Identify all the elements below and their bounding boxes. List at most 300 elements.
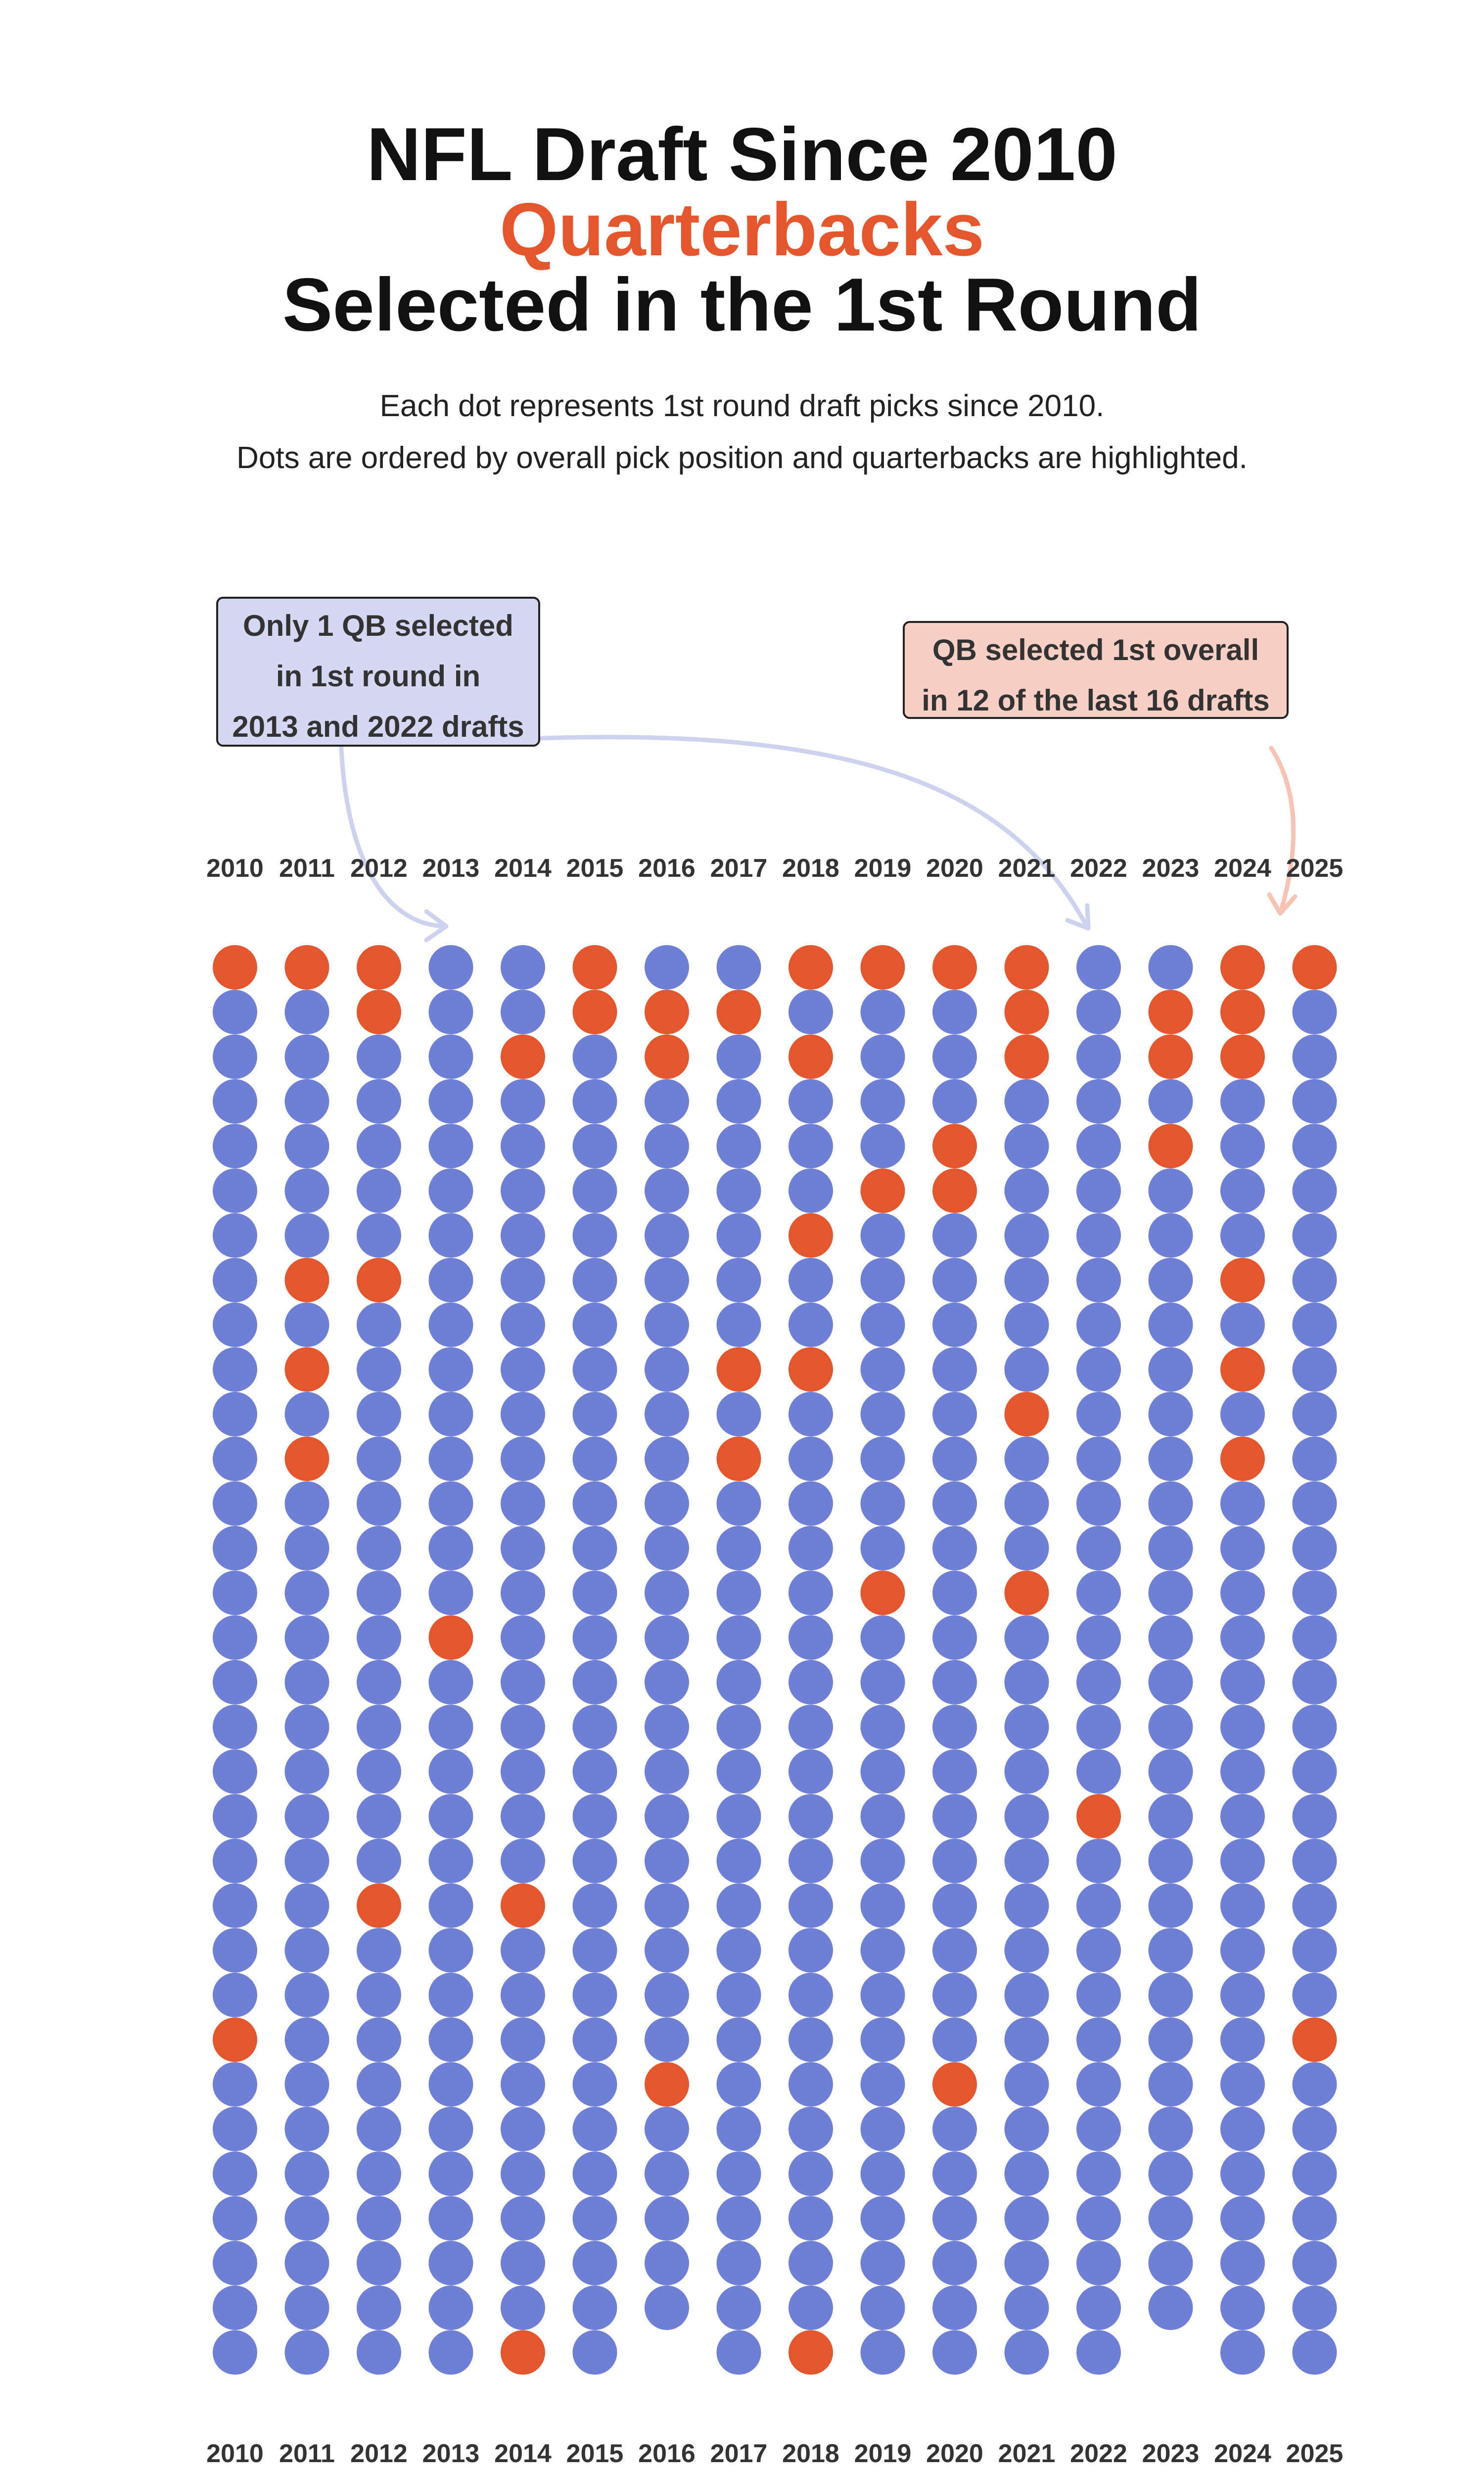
pick-dot-2017-22 <box>717 1883 761 1928</box>
pick-dot-2012-29 <box>357 2196 401 2240</box>
qb-dot-2012-1 <box>357 945 401 990</box>
pick-dot-2022-28 <box>1076 2151 1121 2196</box>
pick-dot-2017-20 <box>717 1794 761 1839</box>
pick-dot-2019-31 <box>861 2285 905 2330</box>
pick-dot-2023-14 <box>1149 1526 1193 1570</box>
pick-dot-2016-8 <box>645 1258 689 1302</box>
pick-dot-2015-15 <box>573 1570 617 1615</box>
year-label-top-2025: 2025 <box>1286 854 1344 883</box>
pick-dot-2014-25 <box>501 2017 545 2062</box>
pick-dot-2015-17 <box>573 1660 617 1705</box>
pick-dot-2010-10 <box>213 1347 257 1392</box>
pick-dot-2024-22 <box>1220 1883 1265 1928</box>
pick-dot-2023-22 <box>1149 1883 1193 1928</box>
pick-dot-2020-9 <box>932 1302 977 1347</box>
pick-dot-2014-12 <box>501 1436 545 1481</box>
pick-dot-2010-26 <box>213 2062 257 2107</box>
pick-dot-2020-30 <box>932 2241 977 2285</box>
pick-dot-2024-23 <box>1220 1928 1265 1973</box>
pick-dot-2018-29 <box>788 2196 833 2240</box>
qb-dot-2011-10 <box>285 1347 329 1392</box>
pick-dot-2025-23 <box>1293 1928 1337 1973</box>
pick-dot-2011-4 <box>285 1079 329 1124</box>
year-label-top-2022: 2022 <box>1070 854 1127 883</box>
pick-dot-2015-19 <box>573 1749 617 1794</box>
pick-dot-2011-15 <box>285 1570 329 1615</box>
pick-dot-2021-18 <box>1005 1705 1049 1749</box>
pick-dot-2013-18 <box>429 1705 473 1749</box>
pick-dot-2019-22 <box>861 1883 905 1928</box>
pick-dot-2020-32 <box>932 2330 977 2375</box>
pick-dot-2023-1 <box>1149 945 1193 990</box>
pick-dot-2014-4 <box>501 1079 545 1124</box>
pick-dot-2020-24 <box>932 1973 977 2017</box>
pick-dot-2010-15 <box>213 1570 257 1615</box>
pick-dot-2025-27 <box>1293 2107 1337 2151</box>
pick-dot-2024-24 <box>1220 1973 1265 2017</box>
pick-dot-2019-27 <box>861 2107 905 2151</box>
year-label-top-2013: 2013 <box>422 854 480 883</box>
pick-dot-2021-14 <box>1005 1526 1049 1570</box>
title-line-1: NFL Draft Since 2010 <box>367 112 1117 196</box>
pick-dot-2013-20 <box>429 1794 473 1839</box>
pick-dot-2022-27 <box>1076 2107 1121 2151</box>
year-label-top-2019: 2019 <box>854 854 912 883</box>
pick-dot-2024-15 <box>1220 1570 1265 1615</box>
pick-dot-2019-25 <box>861 2017 905 2062</box>
qb-dot-2025-1 <box>1293 945 1337 990</box>
pick-dot-2019-21 <box>861 1839 905 1883</box>
pick-dot-2017-28 <box>717 2151 761 2196</box>
pick-dot-2010-5 <box>213 1124 257 1168</box>
pick-dot-2022-11 <box>1076 1392 1121 1436</box>
pick-dot-2011-2 <box>285 990 329 1034</box>
pick-dot-2023-13 <box>1149 1481 1193 1526</box>
qb-dot-2021-1 <box>1005 945 1049 990</box>
pick-dot-2012-28 <box>357 2151 401 2196</box>
pick-dot-2024-18 <box>1220 1705 1265 1749</box>
title-line-2: Quarterbacks <box>499 188 985 272</box>
pick-dot-2013-26 <box>429 2062 473 2107</box>
pick-dot-2020-29 <box>932 2196 977 2240</box>
pick-dot-2022-26 <box>1076 2062 1121 2107</box>
pick-dot-2018-28 <box>788 2151 833 2196</box>
pick-dot-2013-13 <box>429 1481 473 1526</box>
pick-dot-2016-21 <box>645 1839 689 1883</box>
pick-dot-2024-6 <box>1220 1169 1265 1213</box>
pick-dot-2025-2 <box>1293 990 1337 1034</box>
pick-dot-2019-2 <box>861 990 905 1034</box>
pick-dot-2021-13 <box>1005 1481 1049 1526</box>
pick-dot-2022-14 <box>1076 1526 1121 1570</box>
pick-dot-2023-8 <box>1149 1258 1193 1302</box>
pick-dot-2020-28 <box>932 2151 977 2196</box>
qb-dot-2019-15 <box>861 1570 905 1615</box>
pick-dot-2020-15 <box>932 1570 977 1615</box>
pick-dot-2023-9 <box>1149 1302 1193 1347</box>
pick-dot-2014-16 <box>501 1616 545 1660</box>
left-annotation-line-2: in 1st round in <box>276 660 481 693</box>
pick-dot-2014-31 <box>501 2285 545 2330</box>
year-label-top-2012: 2012 <box>350 854 408 883</box>
year-label-top-2015: 2015 <box>566 854 624 883</box>
pick-dot-2013-5 <box>429 1124 473 1168</box>
pick-dot-2014-2 <box>501 990 545 1034</box>
pick-dot-2016-19 <box>645 1749 689 1794</box>
pick-dot-2023-28 <box>1149 2151 1193 2196</box>
pick-dot-2011-13 <box>285 1481 329 1526</box>
pick-dot-2025-3 <box>1293 1035 1337 1079</box>
pick-dot-2013-23 <box>429 1928 473 1973</box>
year-label-bottom-2018: 2018 <box>782 2439 839 2468</box>
qb-dot-2017-2 <box>717 990 761 1034</box>
pick-dot-2022-6 <box>1076 1169 1121 1213</box>
pick-dot-2014-14 <box>501 1526 545 1570</box>
pick-dot-2023-30 <box>1149 2241 1193 2285</box>
pick-dot-2019-8 <box>861 1258 905 1302</box>
pick-dot-2017-25 <box>717 2017 761 2062</box>
year-label-bottom-2017: 2017 <box>710 2439 768 2468</box>
pick-dot-2016-25 <box>645 2017 689 2062</box>
pick-dot-2021-5 <box>1005 1124 1049 1168</box>
qb-dot-2020-5 <box>932 1124 977 1168</box>
pick-dot-2023-31 <box>1149 2285 1193 2330</box>
pick-dot-2019-28 <box>861 2151 905 2196</box>
qb-dot-2023-3 <box>1149 1035 1193 1079</box>
pick-dot-2014-21 <box>501 1839 545 1883</box>
pick-dot-2012-30 <box>357 2241 401 2285</box>
pick-dot-2019-16 <box>861 1616 905 1660</box>
qb-dot-2018-3 <box>788 1035 833 1079</box>
pick-dot-2024-5 <box>1220 1124 1265 1168</box>
pick-dot-2022-10 <box>1076 1347 1121 1392</box>
pick-dot-2023-29 <box>1149 2196 1193 2240</box>
pick-dot-2019-3 <box>861 1035 905 1079</box>
pick-dot-2024-31 <box>1220 2285 1265 2330</box>
pick-dot-2023-11 <box>1149 1392 1193 1436</box>
pick-dot-2022-29 <box>1076 2196 1121 2240</box>
year-label-bottom-2016: 2016 <box>638 2439 696 2468</box>
pick-dot-2024-25 <box>1220 2017 1265 2062</box>
pick-dot-2011-25 <box>285 2017 329 2062</box>
qb-dot-2012-22 <box>357 1883 401 1928</box>
pick-dot-2015-25 <box>573 2017 617 2062</box>
qb-dot-2019-1 <box>861 945 905 990</box>
pick-dot-2012-20 <box>357 1794 401 1839</box>
pick-dot-2012-11 <box>357 1392 401 1436</box>
pick-dot-2022-15 <box>1076 1570 1121 1615</box>
pick-dot-2019-10 <box>861 1347 905 1392</box>
pick-dot-2021-23 <box>1005 1928 1049 1973</box>
left-annotation-line-1: Only 1 QB selected <box>243 609 513 642</box>
pick-dot-2024-14 <box>1220 1526 1265 1570</box>
pick-dot-2022-23 <box>1076 1928 1121 1973</box>
pick-dot-2017-26 <box>717 2062 761 2107</box>
pick-dot-2014-23 <box>501 1928 545 1973</box>
pick-dot-2013-9 <box>429 1302 473 1347</box>
pick-dot-2021-17 <box>1005 1660 1049 1705</box>
pick-dot-2024-4 <box>1220 1079 1265 1124</box>
pick-dot-2022-24 <box>1076 1973 1121 2017</box>
pick-dot-2020-10 <box>932 1347 977 1392</box>
pick-dot-2019-11 <box>861 1392 905 1436</box>
pick-dot-2017-4 <box>717 1079 761 1124</box>
pick-dot-2014-6 <box>501 1169 545 1213</box>
pick-dot-2018-30 <box>788 2241 833 2285</box>
year-label-top-2023: 2023 <box>1142 854 1200 883</box>
pick-dot-2015-22 <box>573 1883 617 1928</box>
pick-dot-2014-20 <box>501 1794 545 1839</box>
pick-dot-2015-32 <box>573 2330 617 2375</box>
pick-dot-2017-31 <box>717 2285 761 2330</box>
pick-dot-2012-17 <box>357 1660 401 1705</box>
pick-dot-2018-25 <box>788 2017 833 2062</box>
right-note-arrow <box>1271 748 1294 910</box>
pick-dot-2019-13 <box>861 1481 905 1526</box>
pick-dot-2017-32 <box>717 2330 761 2375</box>
pick-dot-2011-24 <box>285 1973 329 2017</box>
pick-dot-2021-10 <box>1005 1347 1049 1392</box>
pick-dot-2016-15 <box>645 1570 689 1615</box>
qb-dot-2015-2 <box>573 990 617 1034</box>
pick-dot-2012-32 <box>357 2330 401 2375</box>
qb-dot-2017-10 <box>717 1347 761 1392</box>
qb-dot-2018-7 <box>788 1213 833 1258</box>
year-label-bottom-2021: 2021 <box>998 2439 1056 2468</box>
pick-dot-2010-7 <box>213 1213 257 1258</box>
pick-dot-2012-15 <box>357 1570 401 1615</box>
qb-dot-2010-25 <box>213 2017 257 2062</box>
subtitle-line-1: Each dot represents 1st round draft picks since 2010. <box>379 389 1105 423</box>
pick-dot-2011-18 <box>285 1705 329 1749</box>
pick-dot-2022-4 <box>1076 1079 1121 1124</box>
pick-dot-2015-30 <box>573 2241 617 2285</box>
pick-dot-2021-25 <box>1005 2017 1049 2062</box>
pick-dot-2010-4 <box>213 1079 257 1124</box>
year-label-top-2016: 2016 <box>638 854 696 883</box>
pick-dot-2025-30 <box>1293 2241 1337 2285</box>
pick-dot-2017-17 <box>717 1660 761 1705</box>
pick-dot-2016-29 <box>645 2196 689 2240</box>
pick-dot-2014-11 <box>501 1392 545 1436</box>
pick-dot-2022-5 <box>1076 1124 1121 1168</box>
pick-dot-2021-31 <box>1005 2285 1049 2330</box>
pick-dot-2021-24 <box>1005 1973 1049 2017</box>
pick-dot-2015-11 <box>573 1392 617 1436</box>
pick-dot-2017-30 <box>717 2241 761 2285</box>
qb-dot-2023-2 <box>1149 990 1193 1034</box>
qb-dot-2024-3 <box>1220 1035 1265 1079</box>
pick-dot-2025-19 <box>1293 1749 1337 1794</box>
qb-dot-2017-12 <box>717 1436 761 1481</box>
pick-dot-2022-13 <box>1076 1481 1121 1526</box>
pick-dot-2023-17 <box>1149 1660 1193 1705</box>
pick-dot-2022-9 <box>1076 1302 1121 1347</box>
pick-dot-2019-7 <box>861 1213 905 1258</box>
pick-dot-2018-2 <box>788 990 833 1034</box>
pick-dot-2015-6 <box>573 1169 617 1213</box>
pick-dot-2019-19 <box>861 1749 905 1794</box>
pick-dot-2013-14 <box>429 1526 473 1570</box>
pick-dot-2015-24 <box>573 1973 617 2017</box>
pick-dot-2014-18 <box>501 1705 545 1749</box>
pick-dot-2012-25 <box>357 2017 401 2062</box>
pick-dot-2017-5 <box>717 1124 761 1168</box>
pick-dot-2021-19 <box>1005 1749 1049 1794</box>
qb-dot-2022-20 <box>1076 1794 1121 1839</box>
qb-dot-2021-3 <box>1005 1035 1049 1079</box>
pick-dot-2013-24 <box>429 1973 473 2017</box>
pick-dot-2012-31 <box>357 2285 401 2330</box>
qb-dot-2021-11 <box>1005 1392 1049 1436</box>
pick-dot-2019-23 <box>861 1928 905 1973</box>
pick-dot-2012-27 <box>357 2107 401 2151</box>
pick-dot-2016-17 <box>645 1660 689 1705</box>
pick-dot-2025-7 <box>1293 1213 1337 1258</box>
pick-dot-2010-17 <box>213 1660 257 1705</box>
qb-dot-2024-2 <box>1220 990 1265 1034</box>
pick-dot-2015-9 <box>573 1302 617 1347</box>
pick-dot-2013-30 <box>429 2241 473 2285</box>
pick-dot-2012-26 <box>357 2062 401 2107</box>
pick-dot-2016-9 <box>645 1302 689 1347</box>
pick-dot-2020-27 <box>932 2107 977 2151</box>
pick-dot-2011-27 <box>285 2107 329 2151</box>
pick-dot-2016-13 <box>645 1481 689 1526</box>
pick-dot-2010-24 <box>213 1973 257 2017</box>
pick-dot-2016-23 <box>645 1928 689 1973</box>
pick-dot-2015-29 <box>573 2196 617 2240</box>
year-label-bottom-2020: 2020 <box>926 2439 983 2468</box>
qb-dot-2019-6 <box>861 1169 905 1213</box>
pick-dot-2022-30 <box>1076 2241 1121 2285</box>
pick-dot-2012-24 <box>357 1973 401 2017</box>
pick-dot-2015-23 <box>573 1928 617 1973</box>
qb-dot-2016-3 <box>645 1035 689 1079</box>
pick-dot-2010-23 <box>213 1928 257 1973</box>
pick-dot-2013-11 <box>429 1392 473 1436</box>
pick-dot-2018-22 <box>788 1883 833 1928</box>
pick-dot-2017-29 <box>717 2196 761 2240</box>
pick-dot-2018-20 <box>788 1794 833 1839</box>
pick-dot-2010-8 <box>213 1258 257 1302</box>
year-labels-bottom <box>206 2439 1343 2468</box>
pick-dot-2018-8 <box>788 1258 833 1302</box>
pick-dot-2024-27 <box>1220 2107 1265 2151</box>
pick-dot-2012-5 <box>357 1124 401 1168</box>
pick-dot-2024-19 <box>1220 1749 1265 1794</box>
pick-dot-2024-16 <box>1220 1616 1265 1660</box>
middle-note-arrow <box>542 737 1087 926</box>
pick-dot-2013-3 <box>429 1035 473 1079</box>
pick-dot-2016-6 <box>645 1169 689 1213</box>
year-labels-top <box>206 854 1343 883</box>
year-label-bottom-2012: 2012 <box>350 2439 408 2468</box>
qb-dot-2013-16 <box>429 1616 473 1660</box>
pick-dot-2011-14 <box>285 1526 329 1570</box>
pick-dot-2011-19 <box>285 1749 329 1794</box>
qb-dot-2021-2 <box>1005 990 1049 1034</box>
pick-dot-2025-17 <box>1293 1660 1337 1705</box>
pick-dot-2019-30 <box>861 2241 905 2285</box>
title-line-3: Selected in the 1st Round <box>282 263 1202 347</box>
pick-dot-2017-19 <box>717 1749 761 1794</box>
pick-dot-2025-12 <box>1293 1436 1337 1481</box>
pick-dot-2023-7 <box>1149 1213 1193 1258</box>
dot-grid <box>213 945 1337 2375</box>
qb-dot-2015-1 <box>573 945 617 990</box>
pick-dot-2020-17 <box>932 1660 977 1705</box>
qb-dot-2021-15 <box>1005 1570 1049 1615</box>
pick-dot-2011-7 <box>285 1213 329 1258</box>
pick-dot-2014-15 <box>501 1570 545 1615</box>
pick-dot-2016-12 <box>645 1436 689 1481</box>
pick-dot-2018-4 <box>788 1079 833 1124</box>
pick-dot-2022-1 <box>1076 945 1121 990</box>
pick-dot-2010-22 <box>213 1883 257 1928</box>
pick-dot-2017-9 <box>717 1302 761 1347</box>
right-annotation-line-1: QB selected 1st overall <box>932 633 1259 666</box>
pick-dot-2011-32 <box>285 2330 329 2375</box>
pick-dot-2011-11 <box>285 1392 329 1436</box>
pick-dot-2020-12 <box>932 1436 977 1481</box>
pick-dot-2025-16 <box>1293 1616 1337 1660</box>
pick-dot-2019-12 <box>861 1436 905 1481</box>
pick-dot-2016-7 <box>645 1213 689 1258</box>
pick-dot-2012-23 <box>357 1928 401 1973</box>
pick-dot-2016-22 <box>645 1883 689 1928</box>
year-label-top-2020: 2020 <box>926 854 983 883</box>
pick-dot-2017-3 <box>717 1035 761 1079</box>
pick-dot-2015-4 <box>573 1079 617 1124</box>
pick-dot-2011-16 <box>285 1616 329 1660</box>
pick-dot-2011-20 <box>285 1794 329 1839</box>
pick-dot-2023-21 <box>1149 1839 1193 1883</box>
pick-dot-2012-14 <box>357 1526 401 1570</box>
pick-dot-2018-19 <box>788 1749 833 1794</box>
pick-dot-2021-6 <box>1005 1169 1049 1213</box>
pick-dot-2025-8 <box>1293 1258 1337 1302</box>
pick-dot-2025-32 <box>1293 2330 1337 2375</box>
pick-dot-2020-13 <box>932 1481 977 1526</box>
year-label-bottom-2022: 2022 <box>1070 2439 1127 2468</box>
pick-dot-2025-9 <box>1293 1302 1337 1347</box>
qb-dot-2018-32 <box>788 2330 833 2375</box>
year-label-top-2010: 2010 <box>206 854 264 883</box>
pick-dot-2010-6 <box>213 1169 257 1213</box>
pick-dot-2014-24 <box>501 1973 545 2017</box>
pick-dot-2025-11 <box>1293 1392 1337 1436</box>
pick-dot-2017-18 <box>717 1705 761 1749</box>
pick-dot-2025-15 <box>1293 1570 1337 1615</box>
qb-dot-2020-26 <box>932 2062 977 2107</box>
pick-dot-2013-31 <box>429 2285 473 2330</box>
qb-dot-2024-1 <box>1220 945 1265 990</box>
pick-dot-2024-7 <box>1220 1213 1265 1258</box>
qb-dot-2011-8 <box>285 1258 329 1302</box>
pick-dot-2021-32 <box>1005 2330 1049 2375</box>
left-note-arrow <box>341 748 446 926</box>
pick-dot-2013-2 <box>429 990 473 1034</box>
pick-dot-2015-10 <box>573 1347 617 1392</box>
qb-dot-2010-1 <box>213 945 257 990</box>
pick-dot-2010-16 <box>213 1616 257 1660</box>
pick-dot-2022-17 <box>1076 1660 1121 1705</box>
pick-dot-2018-31 <box>788 2285 833 2330</box>
pick-dot-2024-17 <box>1220 1660 1265 1705</box>
pick-dot-2012-13 <box>357 1481 401 1526</box>
qb-dot-2018-10 <box>788 1347 833 1392</box>
